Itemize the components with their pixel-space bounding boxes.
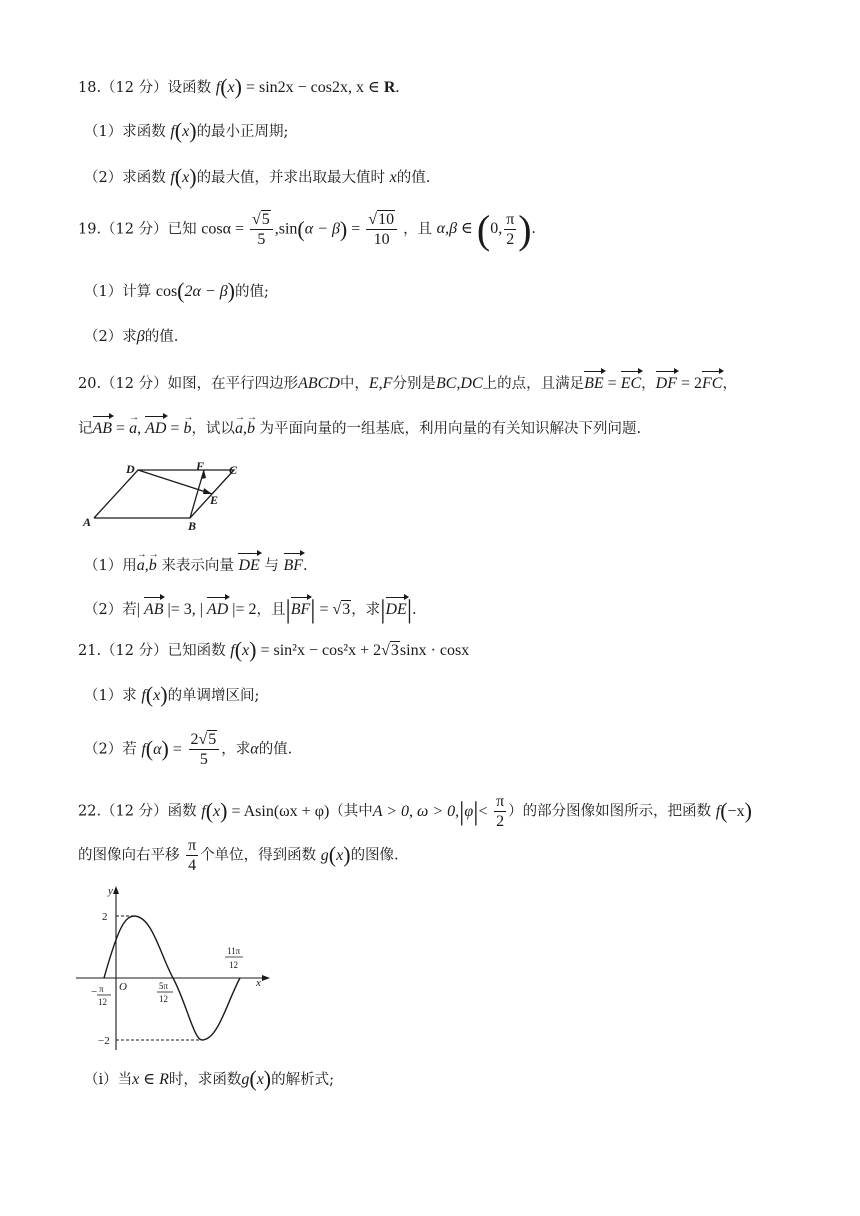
svg-text:12: 12 [229,960,238,970]
svg-text:11π: 11π [227,946,241,956]
q18-title [78,74,400,99]
q20-basis: 记AB = → a, AD = → b，试以→ a,→ b 为平面向量的一组基底，利用向量的有关知识解决下列问题. [78,415,641,440]
svg-text:O: O [119,981,127,993]
label-d: D [126,462,135,476]
q19-part1: （1）计算 cos(2α − β)的值; [84,278,269,303]
svg-text:−: − [91,986,98,998]
q19-given: cosα = $\frac{√5}{5}$ ,sin(α − β) = $\frac{√10}{10}$ [201,220,403,237]
q20-title: 20.（12 分）如图，在平行四边形ABCD中，E,F分别是BC,DC上的点，且满足BE = EC，DF = 2FC， [78,370,737,395]
q20-part1: （1）用→ a,→ b 来表示向量 DE 与 BF. [84,552,308,577]
label-b: B [188,519,197,532]
y-axis-arrow-icon [113,886,119,894]
q18-part2: （2）求函数 f(x)的最大值，并求出取最大值时 x的值. [84,164,431,189]
label-e: E [210,493,219,507]
q18-part1: （1）求函数 f(x)的最小正周期; [84,118,289,143]
svg-text:π: π [99,984,104,994]
q19-title: 19.（12 分）已知 cosα = $\frac{√5}{5}$ ,sin(α − β) = $\frac{√10}{10}$ ，且 α,β ∈ (0, $\frac{\pi}{2}$ ). [78,207,536,253]
q19-part2: （2）求β的值. [84,328,179,345]
parallelogram-figure [80,460,260,532]
sine-graph [72,882,272,1054]
q22-shift: 的图像向右平移 $\frac{\pi}{4}$ 个单位，得到函数 g(x)的图像. [78,837,399,874]
q22-part1: （i）当x ∈ R时，求函数g(x)的解析式; [84,1066,335,1091]
svg-text:12: 12 [98,997,107,1007]
label-c: C [229,463,238,477]
svg-text:12: 12 [159,994,168,1004]
q18-function: f(x) = sin2x − cos2x, x ∈ R. [215,74,400,99]
q22-title: 22.（12 分）函数 f(x) = Asin(ωx + φ)（其中A > 0, ω > 0,|φ|< $\frac{\pi}{2}$ ）的部分图像如图所示，把函数 f(−x) [78,793,752,830]
svg-text:−2: −2 [98,1035,110,1047]
x-axis-arrow-icon [262,975,270,981]
label-f: F [196,460,205,473]
q21-part2: （2）若 f(α) = $\frac{2√5}{5}$ ，求α的值. [84,731,293,768]
q21-part1: （1）求 f(x)的单调增区间; [84,682,260,707]
q18-head: 18.（12 分）设函数 [78,80,212,96]
svg-text:2: 2 [102,911,108,923]
q20-part2: （2）若| AB |= 3, | AD |= 2，且|BF| = √3，求|DE|. [84,595,417,624]
svg-text:x: x [256,977,261,989]
svg-text:5π: 5π [159,981,169,991]
label-a: A [83,515,92,529]
svg-text:y: y [108,885,113,897]
q21-title: 21.（12 分）已知函数 f(x) = sin²x − cos²x + 2√3sinx · cosx [78,637,470,662]
